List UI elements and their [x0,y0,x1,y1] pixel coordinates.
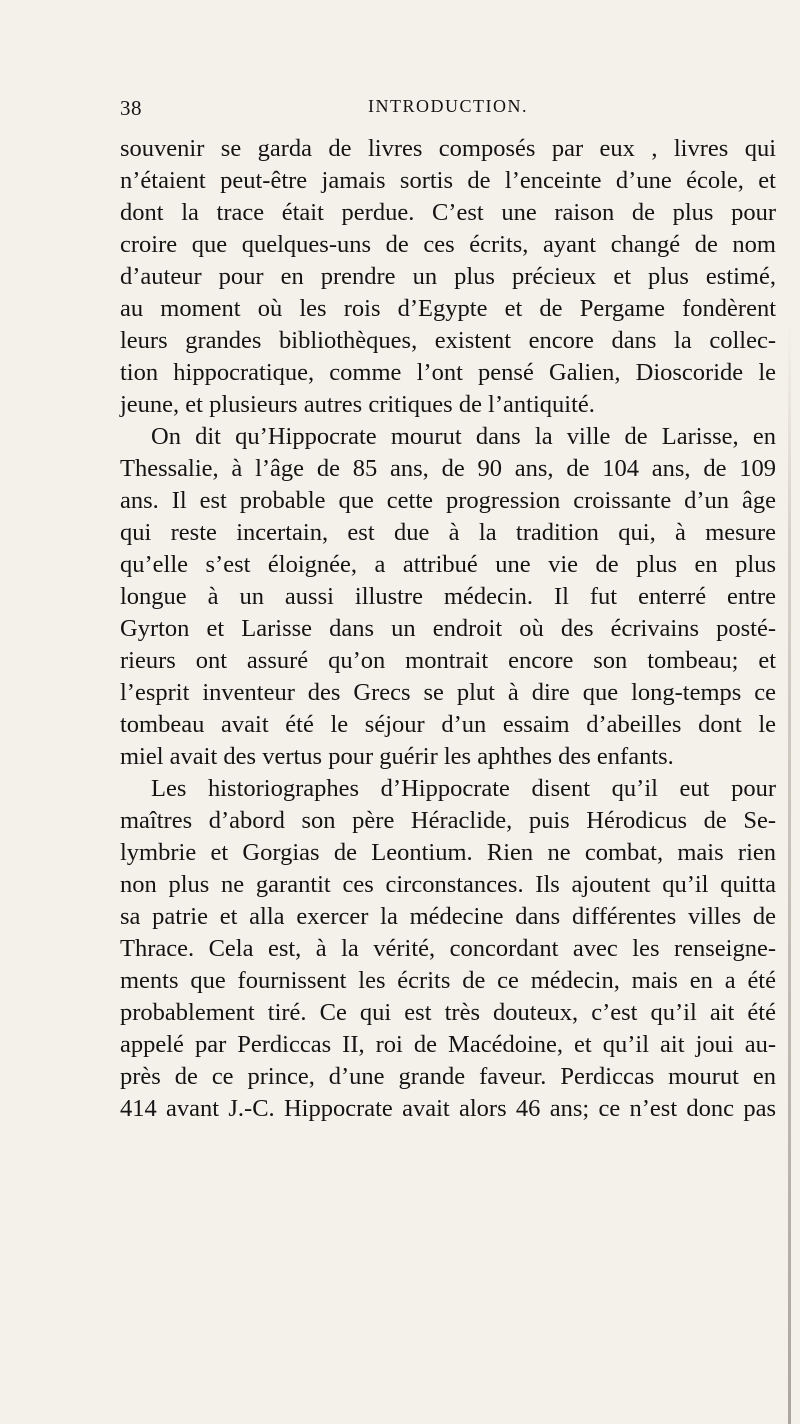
text-line: non plus ne garantit ces circonstances. Ils ajoutent qu’il quitta [120,871,776,898]
text-line: souvenir se garda de livres composés par eux , livres qui [120,135,776,162]
page-number: 38 [120,96,142,120]
text-line: maîtres d’abord son père Héraclide, puis Hérodicus de Se- [120,807,776,834]
text-line: tion hippocratique, comme l’ont pensé Galien, Dioscoride le [120,359,776,386]
text-line: d’auteur pour en prendre un plus précieux et plus estimé, [120,263,776,290]
text-line: n’étaient peut-être jamais sortis de l’enceinte d’une école, et [120,167,776,194]
text-line: l’esprit inventeur des Grecs se plut à dire que long-temps ce [120,679,776,706]
text-line: Gyrton et Larisse dans un endroit où des écrivains posté- [120,615,776,642]
text-line: jeune, et plusieurs autres critiques de l’antiquité. [120,391,595,418]
paragraph-start: On dit qu’Hippocrate mourut dans la ville de Larisse, en [151,423,776,450]
text-line: sa patrie et alla exercer la médecine dans différentes villes de [120,903,776,930]
text-line: rieurs ont assuré qu’on montrait encore son tombeau; et [120,647,776,674]
text-line: leurs grandes bibliothèques, existent encore dans la collec- [120,327,776,354]
text-line: lymbrie et Gorgias de Leontium. Rien ne combat, mais rien [120,839,776,866]
text-line: probablement tiré. Ce qui est très douteux, c’est qu’il ait été [120,999,776,1026]
text-line: appelé par Perdiccas II, roi de Macédoine, et qu’il ait joui au- [120,1031,776,1058]
text-line: au moment où les rois d’Egypte et de Pergame fondèrent [120,295,776,322]
text-line: Thrace. Cela est, à la vérité, concordant avec les renseigne- [120,935,776,962]
paragraph-start: Les historiographes d’Hippocrate disent qu’il eut pour [151,775,776,802]
text-line: 414 avant J.-C. Hippocrate avait alors 46 ans; ce n’est donc pas [120,1095,776,1122]
text-line: près de ce prince, d’une grande faveur. Perdiccas mourut en [120,1063,776,1090]
text-line: longue à un aussi illustre médecin. Il fut enterré entre [120,583,776,610]
text-line: qu’elle s’est éloignée, a attribué une vie de plus en plus [120,551,776,578]
text-line: miel avait des vertus pour guérir les aphthes des enfants. [120,743,674,770]
text-line: Thessalie, à l’âge de 85 ans, de 90 ans, de 104 ans, de 109 [120,455,776,482]
text-line: ments que fournissent les écrits de ce médecin, mais en a été [120,967,776,994]
text-line: ans. Il est probable que cette progression croissante d’un âge [120,487,776,514]
page-header [0,96,800,126]
text-line: dont la trace était perdue. C’est une raison de plus pour [120,199,776,226]
text-line: qui reste incertain, est due à la tradition qui, à mesure [120,519,776,546]
text-line: tombeau avait été le séjour d’un essaim d’abeilles dont le [120,711,776,738]
text-line: croire que quelques-uns de ces écrits, ayant changé de nom [120,231,776,258]
running-title: INTRODUCTION. [368,96,528,116]
page-edge-shadow [788,320,791,1424]
